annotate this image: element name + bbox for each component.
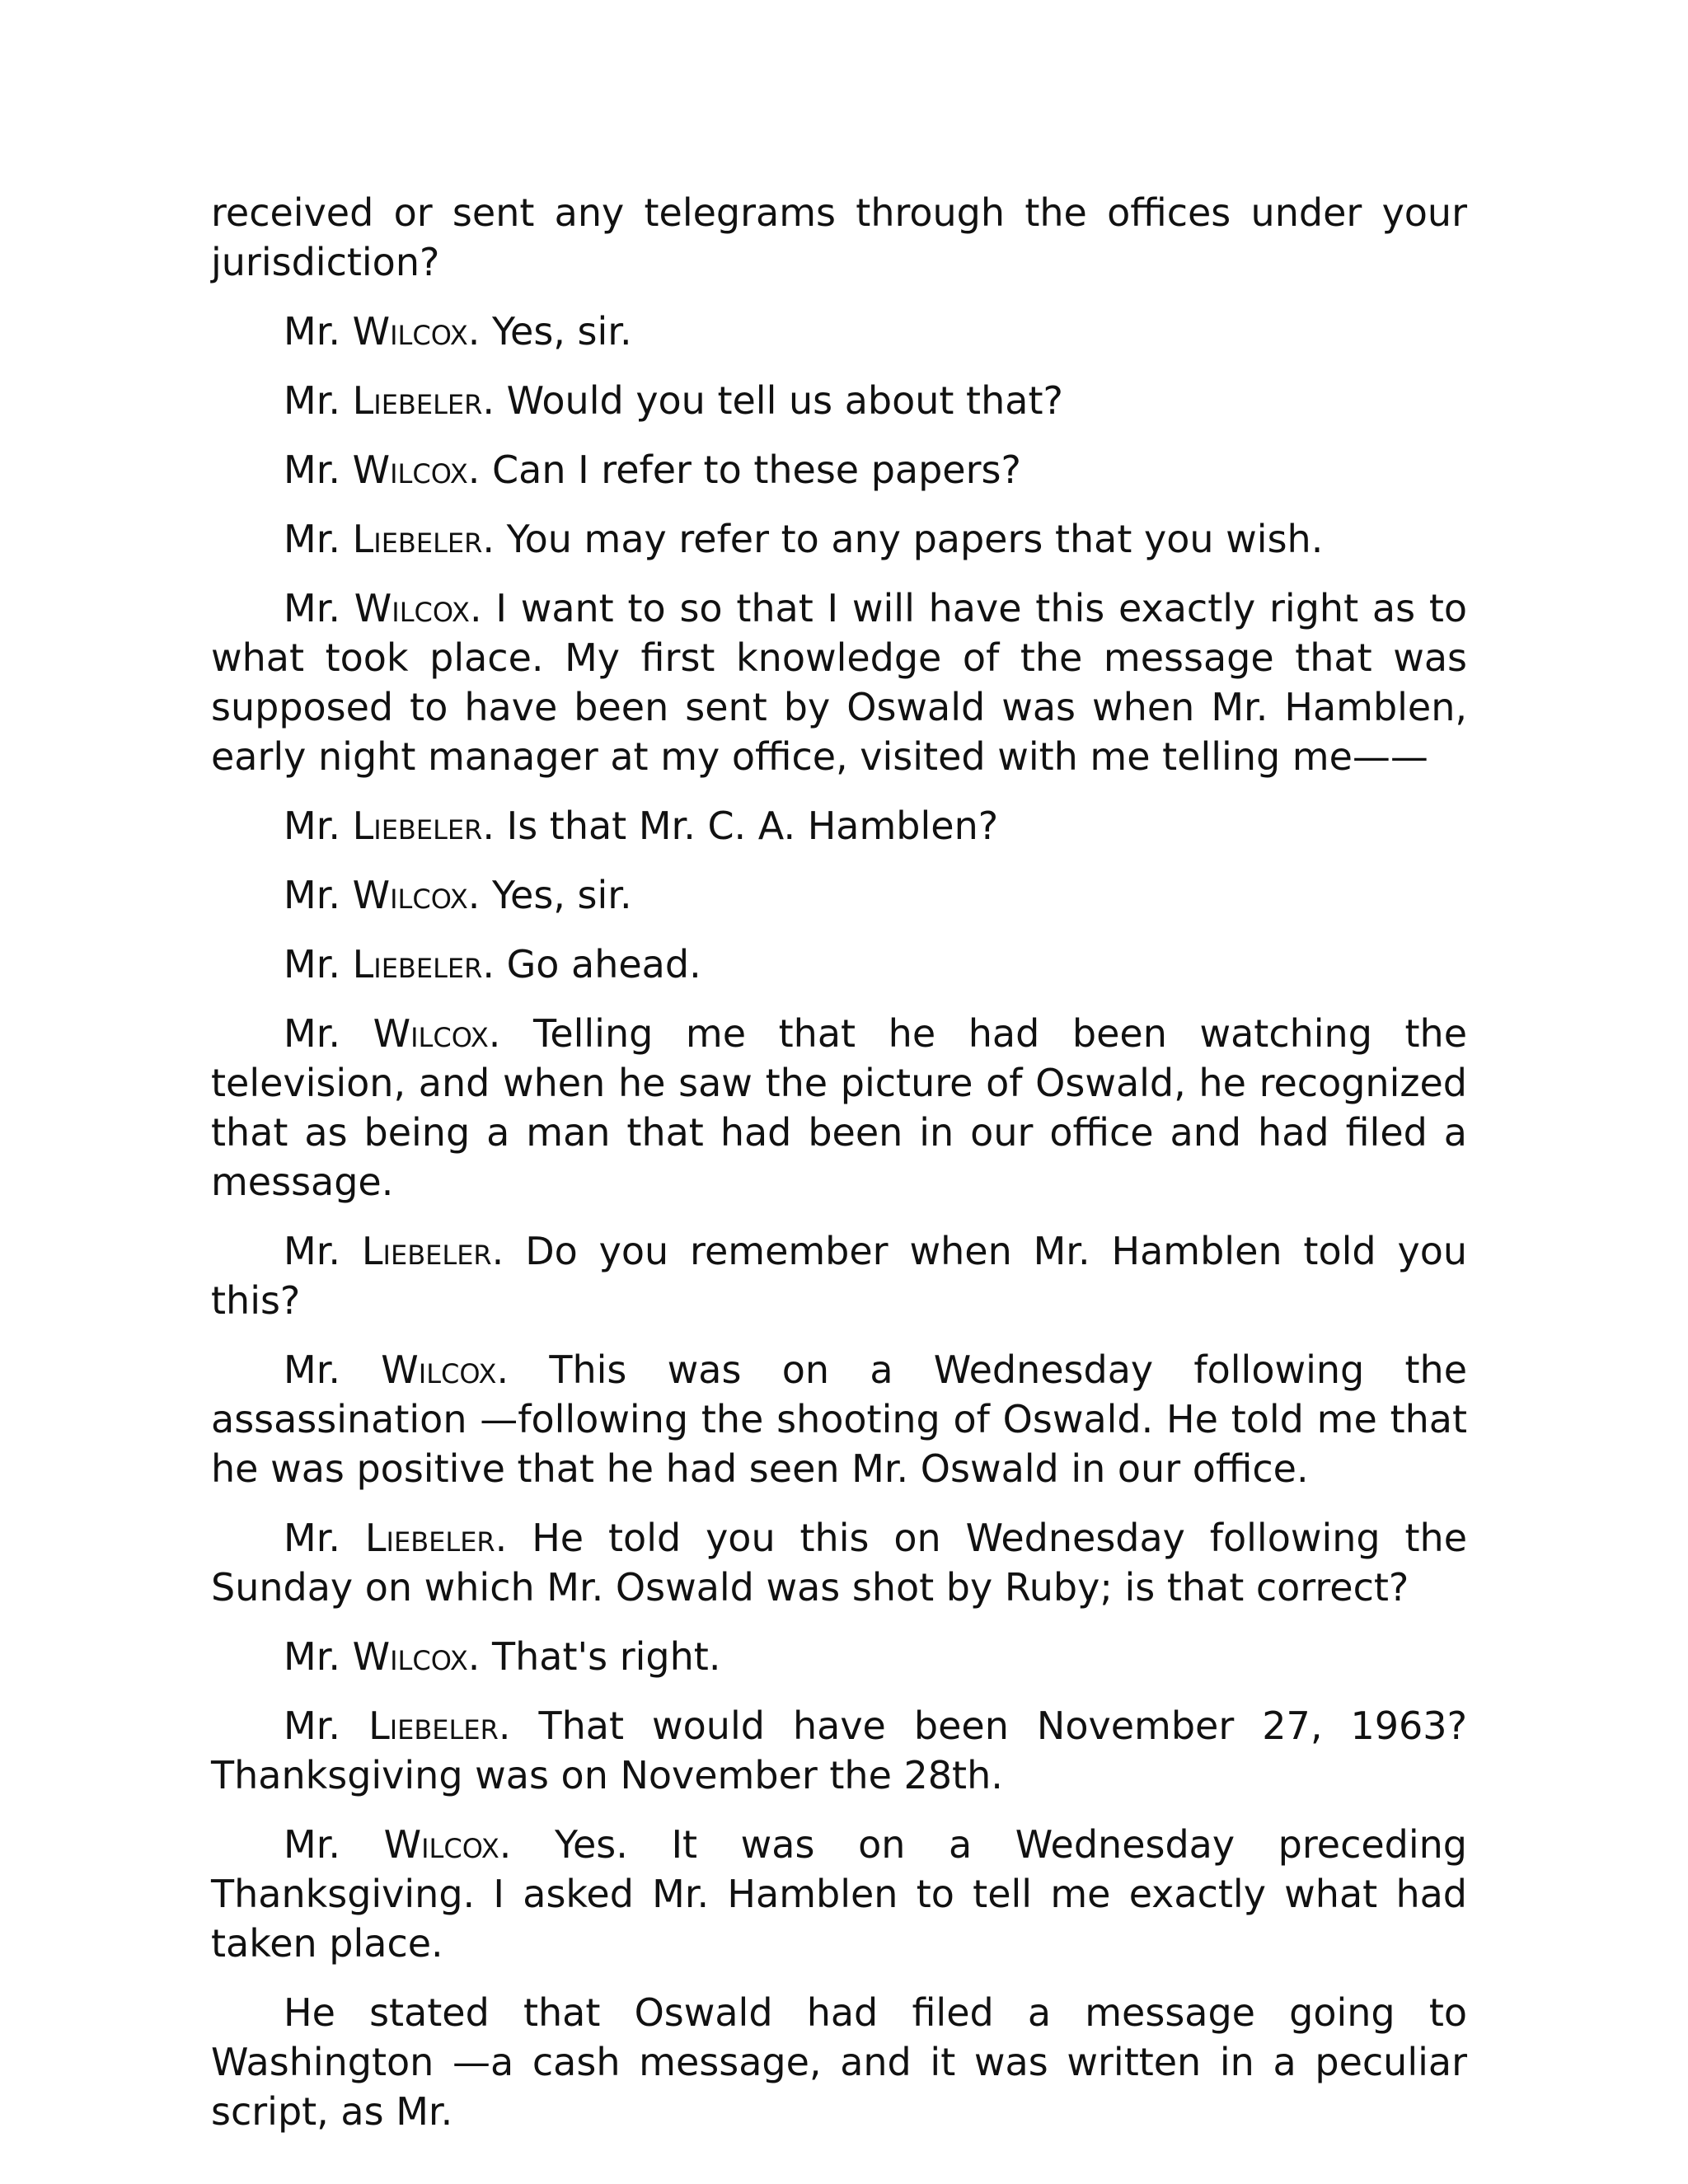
speaker-title: Mr. <box>284 378 340 423</box>
testimony-paragraph: Mr. Liebeler. You may refer to any papers that you wish. <box>284 517 1324 561</box>
paragraph-text: Go ahead. <box>506 942 701 987</box>
speaker-name: Wilcox <box>373 1011 489 1056</box>
speaker-name: Wilcox <box>352 873 468 917</box>
testimony-paragraph: Mr. Liebeler. Would you tell us about that? <box>284 378 1063 423</box>
speaker-name: Wilcox <box>352 309 468 354</box>
speaker-title: Mr. <box>284 1347 340 1392</box>
testimony-paragraph <box>211 1988 1467 2136</box>
testimony-paragraph: Mr. Wilcox. Telling me that he had been watching the television, and when he saw the picture of Oswald, he recognized that as being a man that had been in our office and had filed a message. <box>211 1011 1468 1204</box>
testimony-paragraph: Mr. Wilcox. Yes. It was on a Wednesday preceding Thanksgiving. I asked Mr. Hamblen to tell me exactly what had taken place. <box>211 1822 1468 1966</box>
speaker-title: Mr. <box>284 1011 340 1056</box>
speaker-title: Mr. <box>284 1634 340 1679</box>
speaker-name: Wilcox <box>381 1347 497 1392</box>
speaker-title: Mr. <box>284 309 340 354</box>
speaker-title: Mr. <box>284 1704 340 1748</box>
paragraph-text: Yes. It was on a Wednesday preceding Thanksgiving. I asked Mr. Hamblen to tell me exactly what had taken place. <box>211 1822 1468 1966</box>
paragraph-text: Would you tell us about that? <box>506 378 1063 423</box>
paragraph-text: Can I refer to these papers? <box>492 448 1021 492</box>
testimony-paragraph: Mr. Liebeler. Do you remember when Mr. Hamblen told you this? <box>211 1229 1468 1323</box>
speaker-title: Mr. <box>284 448 340 492</box>
paragraph-text: He stated that Oswald had filed a message going to Washington —a cash message, and it was written in a peculiar script, as Mr. <box>211 1990 1467 2134</box>
paragraph-text: This was on a Wednesday following the assassination —following the shooting of Oswald. He told me that he was positive that he had seen Mr. Oswald in our office. <box>211 1347 1467 1491</box>
speaker-name: Wilcox <box>354 586 470 630</box>
testimony-paragraph: Mr. Wilcox. I want to so that I will have this exactly right as to what took place. My first knowledge of the message that was supposed to have been sent by Oswald was when Mr. Hamblen, early night manager at my office, visited with me telling me—— <box>211 586 1468 779</box>
speaker-name: Wilcox <box>352 1634 468 1679</box>
speaker-name: Liebeler <box>361 1229 492 1273</box>
speaker-name: Wilcox <box>383 1822 499 1867</box>
speaker-title: Mr. <box>284 873 340 917</box>
paragraph-text: He told you this on Wednesday following the Sunday on which Mr. Oswald was shot by Ruby; is that correct? <box>211 1516 1468 1610</box>
speaker-title: Mr. <box>284 586 340 630</box>
testimony-paragraph: Mr. Wilcox. This was on a Wednesday following the assassination —following the shooting of Oswald. He told me that he was positive that he had seen Mr. Oswald in our office. <box>211 1347 1467 1491</box>
speaker-title: Mr. <box>284 942 340 987</box>
paragraph-text: Yes, sir. <box>492 309 632 354</box>
speaker-name: Liebeler <box>352 942 483 987</box>
speaker-name: Liebeler <box>352 378 483 423</box>
speaker-name: Wilcox <box>352 448 468 492</box>
speaker-title: Mr. <box>284 804 340 848</box>
paragraph-text: Yes, sir. <box>492 873 632 917</box>
paragraph-text: Telling me that he had been watching the television, and when he saw the picture of Oswald, he recognized that as being a man that had been in our office and had filed a message. <box>211 1011 1468 1204</box>
testimony-paragraph: Mr. Wilcox. Yes, sir. <box>284 873 632 917</box>
testimony-paragraph: Mr. Wilcox. Yes, sir. <box>284 309 632 354</box>
testimony-paragraph: Mr. Liebeler. Is that Mr. C. A. Hamblen? <box>284 804 999 848</box>
paragraph-text: That would have been November 27, 1963? Thanksgiving was on November the 28th. <box>211 1704 1467 1797</box>
speaker-title: Mr. <box>284 1516 340 1560</box>
speaker-name: Liebeler <box>368 1704 499 1748</box>
paragraph-text: You may refer to any papers that you wish. <box>506 517 1324 561</box>
testimony-paragraph: Mr. Liebeler. He told you this on Wednesday following the Sunday on which Mr. Oswald was shot by Ruby; is that correct? <box>211 1516 1468 1610</box>
testimony-paragraph <box>211 188 1467 287</box>
paragraph-text: I want to so that I will have this exactly right as to what took place. My first knowledge of the message that was supposed to have been sent by Oswald was when Mr. Hamblen, early night manager at my office, visited with me telling me—— <box>211 586 1468 779</box>
paragraph-text: Is that Mr. C. A. Hamblen? <box>506 804 999 848</box>
speaker-title: Mr. <box>284 517 340 561</box>
speaker-name: Liebeler <box>352 517 483 561</box>
testimony-page <box>211 188 1467 2156</box>
testimony-paragraph: Mr. Wilcox. Can I refer to these papers? <box>284 448 1021 492</box>
testimony-paragraph: Mr. Liebeler. Go ahead. <box>284 942 701 987</box>
testimony-paragraph: Mr. Wilcox. That's right. <box>284 1634 721 1679</box>
speaker-name: Liebeler <box>364 1516 495 1560</box>
paragraph-text: That's right. <box>492 1634 721 1679</box>
speaker-title: Mr. <box>284 1822 340 1867</box>
speaker-title: Mr. <box>284 1229 340 1273</box>
paragraph-text: Do you remember when Mr. Hamblen told you this? <box>211 1229 1468 1323</box>
speaker-name: Liebeler <box>352 804 483 848</box>
paragraph-text: received or sent any telegrams through the offices under your jurisdiction? <box>211 190 1467 284</box>
testimony-paragraph: Mr. Liebeler. That would have been November 27, 1963? Thanksgiving was on November the 28th. <box>211 1704 1467 1797</box>
